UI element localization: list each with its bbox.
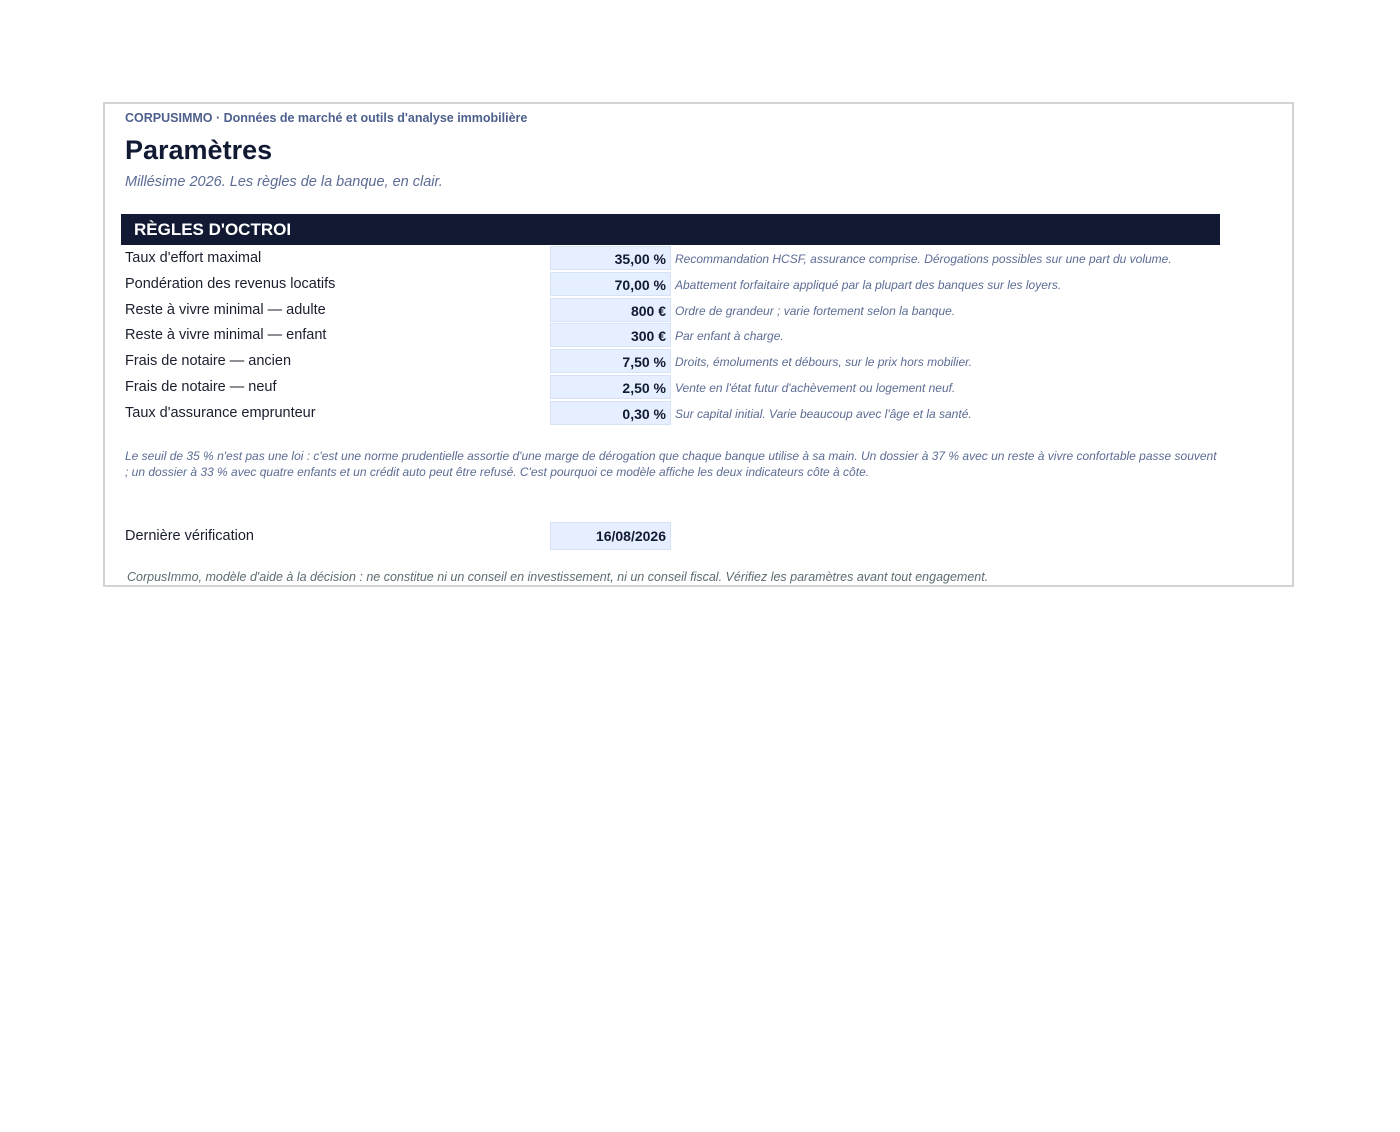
- page-subtitle: Millésime 2026. Les règles de la banque, en clair.: [125, 174, 443, 190]
- param-row-ponderation-revenus: [121, 272, 1221, 298]
- section-header-regles-octroi: RÈGLES D'OCTROI: [121, 214, 1220, 245]
- param-value-input[interactable]: 300 €: [550, 323, 671, 347]
- param-note: Par enfant à charge.: [675, 329, 784, 344]
- param-row-frais-notaire-neuf: [121, 375, 1221, 401]
- param-row-reste-vivre-adulte: [121, 298, 1221, 324]
- param-label: Reste à vivre minimal — enfant: [125, 327, 327, 344]
- explanation-paragraph: Le seuil de 35 % n'est pas une loi : c'est une norme prudentielle assortie d'une marge de dérogation que chaque banque utilise à sa main. Un dossier à 37 % avec un reste à vivre confortable passe souvent ; un dossier à 33 % avec quatre enfants et un crédit auto peut être refusé. C'est pourquoi ce modèle affiche les deux indicateurs côte à côte.: [125, 449, 1217, 479]
- param-value-input[interactable]: 800 €: [550, 298, 671, 322]
- param-note: Abattement forfaitaire appliqué par la plupart des banques sur les loyers.: [675, 277, 1062, 292]
- param-label: Pondération des revenus locatifs: [125, 275, 336, 292]
- brand-header: CORPUSIMMO · Données de marché et outils d'analyse immobilière: [125, 111, 528, 125]
- param-note: Droits, émoluments et débours, sur le prix hors mobilier.: [675, 355, 972, 370]
- param-value-input[interactable]: 7,50 %: [550, 349, 671, 373]
- param-row-frais-notaire-ancien: [121, 349, 1221, 375]
- param-label: Taux d'assurance emprunteur: [125, 404, 316, 421]
- param-row-taux-assurance: [121, 401, 1221, 427]
- verification-date-input[interactable]: 16/08/2026: [550, 522, 671, 550]
- param-value-input[interactable]: 70,00 %: [550, 272, 671, 296]
- param-note: Ordre de grandeur ; varie fortement selon la banque.: [675, 303, 956, 318]
- param-label: Frais de notaire — neuf: [125, 378, 277, 395]
- param-label: Frais de notaire — ancien: [125, 353, 292, 370]
- param-label: Taux d'effort maximal: [125, 250, 262, 266]
- parameters-table: [121, 246, 1221, 427]
- param-value-input[interactable]: 2,50 %: [550, 375, 671, 399]
- verification-label: Dernière vérification: [125, 528, 254, 544]
- param-value-input[interactable]: 35,00 %: [550, 246, 671, 270]
- param-row-reste-vivre-enfant: [121, 323, 1221, 349]
- param-note: Vente en l'état futur d'achèvement ou logement neuf.: [675, 380, 956, 395]
- param-label: Reste à vivre minimal — adulte: [125, 301, 326, 318]
- param-note: Sur capital initial. Varie beaucoup avec l'âge et la santé.: [675, 406, 972, 421]
- param-row-taux-effort: [121, 246, 1221, 272]
- parameters-sheet: [103, 102, 1294, 587]
- page-title: Paramètres: [125, 135, 273, 165]
- disclaimer-footer: CorpusImmo, modèle d'aide à la décision : ne constitue ni un conseil en investissement, ni un conseil fiscal. Vérifiez les paramètres avant tout engagement.: [127, 570, 989, 584]
- param-value-input[interactable]: 0,30 %: [550, 401, 671, 425]
- param-note: Recommandation HCSF, assurance comprise. Dérogations possibles sur une part du volume.: [675, 252, 1172, 266]
